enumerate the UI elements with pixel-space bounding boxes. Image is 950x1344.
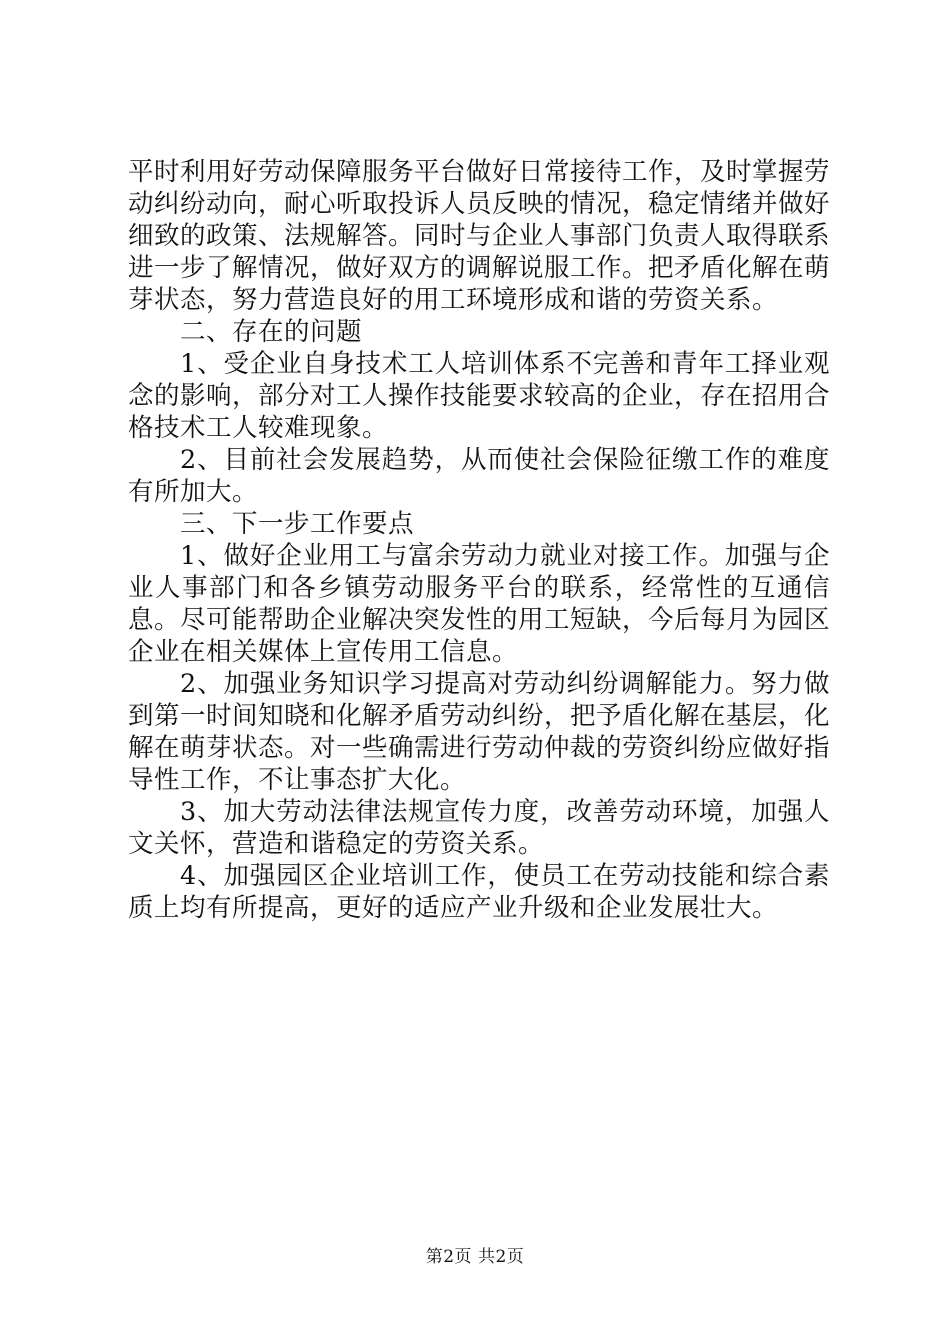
page-number-footer: 第2页 共2页 — [425, 1247, 525, 1267]
paragraph-problem-1: 1、受企业自身技术工人培训体系不完善和青年工择业观念的影响，部分对工人操作技能要求较高的企业，存在招用合格技术工人较难现象。 — [128, 349, 831, 443]
paragraph-step-4: 4、加强园区企业培训工作，使员工在劳动技能和综合素质上均有所提高，更好的适应产业升级和企业发展壮大。 — [128, 861, 830, 923]
paragraph-step-3: 3、加大劳动法律法规宣传力度，改善劳动环境，加强人文关怀，营造和谐稳定的劳资关系。 — [128, 797, 830, 859]
section-heading-next-steps: 三、下一步工作要点 — [180, 509, 415, 539]
document-body — [128, 156, 830, 924]
paragraph-step-2: 2、加强业务知识学习提高对劳动纠纷调解能力。努力做到第一时间知晓和化解矛盾劳动纠纷，把予盾化解在基层，化解在萌芽状态。对一些确需进行劳动仲裁的劳资纠纷应做好指导性工作，不让事态扩大化。 — [128, 669, 831, 795]
paragraph-step-1: 1、做好企业用工与富余劳动力就业对接工作。加强与企业人事部门和各乡镇劳动服务平台的联系，经常性的互通信息。尽可能帮助企业解决突发性的用工短缺，今后每月为园区企业在相关媒体上宣传用工信息。 — [128, 541, 831, 667]
section-heading-problems: 二、存在的问题 — [180, 317, 363, 347]
paragraph-continuation: 平时利用好劳动保障服务平台做好日常接待工作，及时掌握劳动纠纷动向，耐心听取投诉人员反映的情况，稳定情绪并做好细致的政策、法规解答。同时与企业人事部门负责人取得联系进一步了解情况，做好双方的调解说服工作。把矛盾化解在萌芽状态，努力营造良好的用工环境形成和谐的劳资关系。 — [128, 157, 831, 315]
paragraph-problem-2: 2、目前社会发展趋势，从而使社会保险征缴工作的难度有所加大。 — [128, 445, 830, 507]
